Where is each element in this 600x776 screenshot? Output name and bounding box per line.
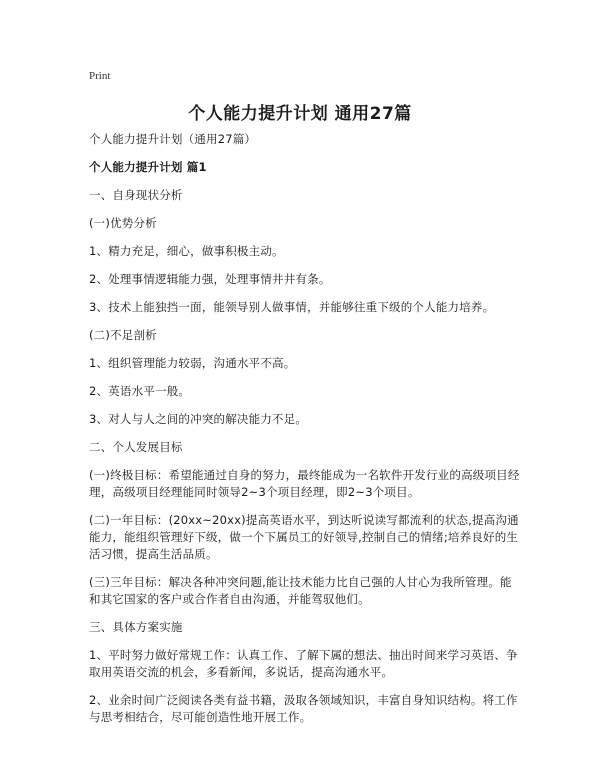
paragraph: 三、具体方案实施 <box>89 620 183 634</box>
paragraph: (一)优势分析 <box>89 216 157 230</box>
section-heading: 个人能力提升计划 篇1 <box>89 160 207 174</box>
paragraph: (二)一年目标：(20xx~20xx)提高英语水平，到达听说读写都流利的状态,提高沟通能力，能组织管理好下级，做一个下属员工的好领导,控制自己的情绪;培养良好的生活习惯，提高生活品质。 <box>89 513 519 561</box>
paragraph: 1、精力充足，细心，做事积极主动。 <box>89 244 284 258</box>
document-body <box>89 131 520 737</box>
paragraph: 3、技术上能独挡一面，能领导别人做事情，并能够往重下级的个人能力培养。 <box>89 300 495 314</box>
paragraph: (三)三年目标：解决各种冲突问题,能让技术能力比自己强的人甘心为我所管理。能和其它国家的客户或合作者自由沟通，并能驾驭他们。 <box>89 575 512 606</box>
paragraph: 3、对人与人之间的冲突的解决能力不足。 <box>89 412 308 426</box>
paragraph: 2、处理事情逻辑能力强，处理事情井井有条。 <box>89 272 331 286</box>
paragraph: (二)不足剖析 <box>89 328 157 342</box>
paragraph: 1、平时努力做好常规工作：认真工作、了解下属的想法、抽出时间来学习英语、争取用英语交流的机会，多看新闻，多说话，提高沟通水平。 <box>89 648 518 679</box>
paragraph: 2、业余时间广泛阅读各类有益书籍，汲取各领域知识，丰富自身知识结构。将工作与思考相结合，尽可能创造性地开展工作。 <box>89 693 518 724</box>
paragraph: 个人能力提升计划（通用27篇） <box>89 132 257 146</box>
paragraph: 二、个人发展目标 <box>89 440 183 454</box>
paragraph: 2、英语水平一般。 <box>89 384 191 398</box>
paragraph: 一、自身现状分析 <box>89 188 183 202</box>
print-label: Print <box>89 70 111 82</box>
page-title: 个人能力提升计划 通用27篇 <box>188 104 412 124</box>
paragraph: 1、组织管理能力较弱，沟通水平不高。 <box>89 356 296 370</box>
paragraph: (一)终极目标：希望能通过自身的努力，最终能成为一名软件开发行业的高级项目经理，高级项目经理能同时领导2~3个项目经理，即2~3个项目。 <box>89 468 520 499</box>
